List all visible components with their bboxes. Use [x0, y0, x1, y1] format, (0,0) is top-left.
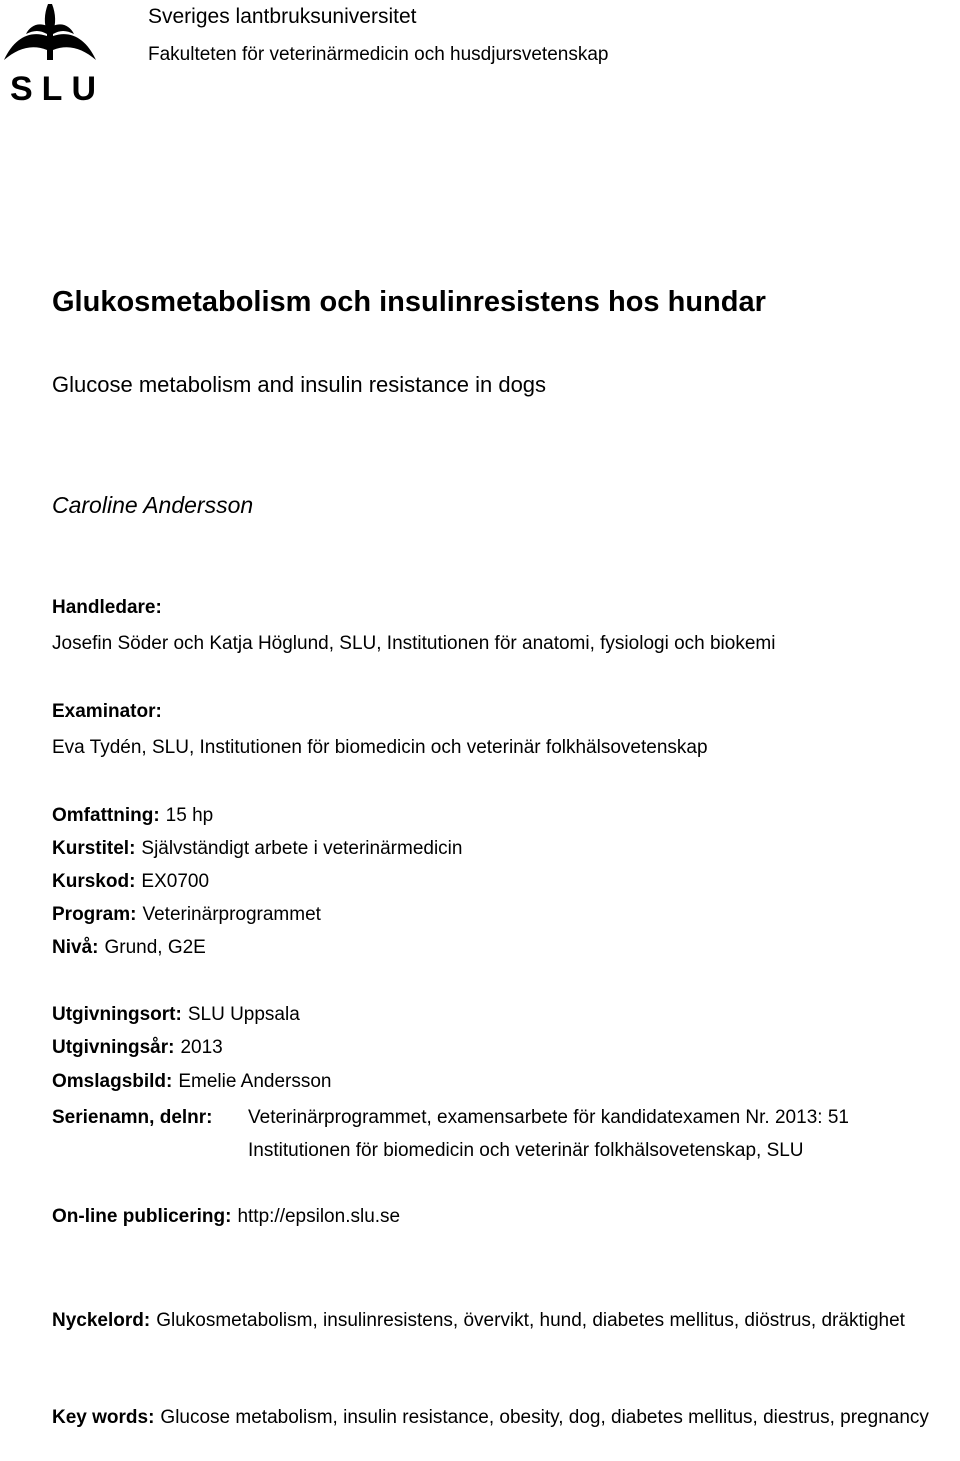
place-value: SLU Uppsala — [187, 1004, 300, 1025]
place-label: Utgivningsort: — [52, 1004, 182, 1025]
examiner-value: Eva Tydén, SLU, Institutionen för biomedicin och veterinär folkhälsovetenskap — [52, 737, 708, 758]
level-row — [52, 937, 206, 959]
keywords-en-value: Glucose metabolism, insulin resistance, obesity, dog, diabetes mellitus, diestrus, pregnancy — [160, 1407, 929, 1428]
scope-row — [52, 805, 213, 827]
cover-value: Emelie Andersson — [178, 1071, 332, 1092]
program-value: Veterinärprogrammet — [142, 904, 321, 925]
year-row — [52, 1037, 223, 1059]
program-row — [52, 904, 321, 926]
scope-value: 15 hp — [165, 805, 214, 826]
course-code-row — [52, 871, 209, 893]
online-row — [52, 1206, 400, 1228]
program-label: Program: — [52, 904, 137, 925]
slu-logo-emblem — [0, 0, 100, 72]
series-label: Serienamn, delnr: — [52, 1107, 213, 1128]
supervisor-value: Josefin Söder och Katja Höglund, SLU, Institutionen för anatomi, fysiologi och biokemi — [52, 633, 776, 654]
document-title: Glukosmetabolism och insulinresistens hos hundar — [52, 286, 766, 318]
keywords-sv — [52, 1306, 958, 1335]
keywords-sv-value: Glukosmetabolism, insulinresistens, övervikt, hund, diabetes mellitus, diöstrus, dräktighet — [156, 1310, 905, 1331]
year-label: Utgivningsår: — [52, 1037, 175, 1058]
document-subtitle: Glucose metabolism and insulin resistance in dogs — [52, 372, 547, 397]
faculty-name: Fakulteten för veterinärmedicin och husdjursvetenskap — [148, 44, 609, 65]
scope-label: Omfattning: — [52, 805, 160, 826]
level-label: Nivå: — [52, 937, 99, 958]
course-title-row — [52, 838, 462, 860]
online-link[interactable]: http://epsilon.slu.se — [237, 1206, 401, 1227]
logo-text: SLU — [10, 70, 105, 108]
course-title-label: Kurstitel: — [52, 838, 136, 859]
keywords-en-label: Key words: — [52, 1407, 155, 1428]
examiner-label: Examinator: — [52, 701, 162, 722]
author-name: Caroline Andersson — [52, 492, 254, 518]
keywords-en — [52, 1403, 958, 1432]
year-value: 2013 — [180, 1037, 223, 1058]
place-row — [52, 1004, 300, 1026]
cover-row — [52, 1071, 332, 1093]
series-line-2: Institutionen för biomedicin och veterinär folkhälsovetenskap, SLU — [248, 1140, 804, 1161]
course-code-label: Kurskod: — [52, 871, 136, 892]
cover-label: Omslagsbild: — [52, 1071, 173, 1092]
course-code-value: EX0700 — [141, 871, 210, 892]
online-label: On-line publicering: — [52, 1206, 232, 1227]
series-line-1: Veterinärprogrammet, examensarbete för kandidatexamen Nr. 2013: 51 — [248, 1107, 849, 1128]
supervisor-label: Handledare: — [52, 597, 162, 618]
course-title-value: Självständigt arbete i veterinärmedicin — [141, 838, 463, 859]
keywords-sv-label: Nyckelord: — [52, 1310, 151, 1331]
slu-logo — [0, 0, 105, 110]
university-name: Sveriges lantbruksuniversitet — [148, 5, 417, 28]
level-value: Grund, G2E — [104, 937, 206, 958]
